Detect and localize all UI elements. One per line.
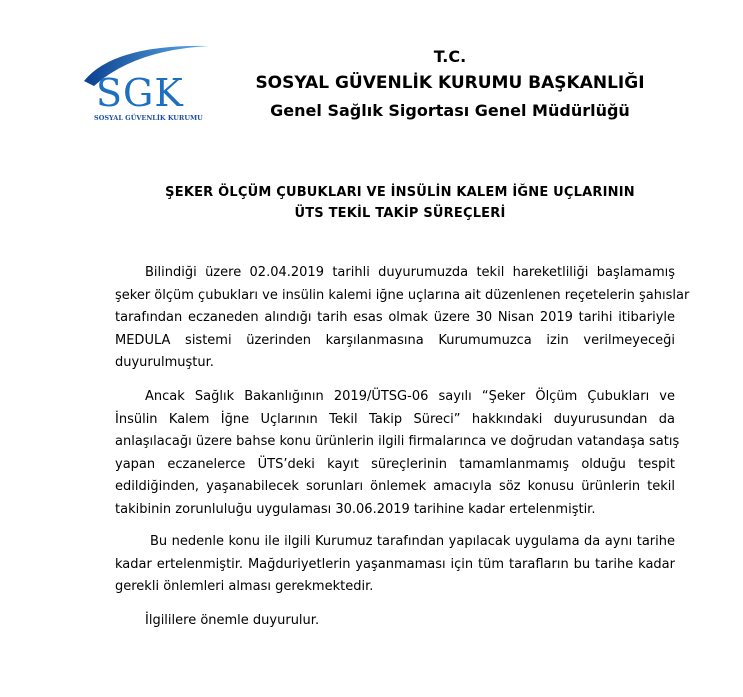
header-institution: SOSYAL GÜVENLİK KURUMU BAŞKANLIĞI xyxy=(255,73,645,93)
document-title-line2: ÜTS TEKİL TAKİP SÜREÇLERİ xyxy=(294,206,506,221)
svg-text:SOSYAL GÜVENLİK KURUMU: SOSYAL GÜVENLİK KURUMU xyxy=(94,114,203,122)
paragraph-1 xyxy=(115,262,690,375)
paragraph-2 xyxy=(115,386,680,522)
text-line: tarafından eczaneden alındığı tarih esas olmak üzere 30 Nisan 2019 tarihi itibariyle xyxy=(115,310,675,326)
text-line: anlaşılacağı üzere bahse konu ürünlerin ilgili firmalarınca ve doğrudan vatandaşa satış xyxy=(115,434,680,450)
text-line: Bu nedenle konu ile ilgili Kurumuz tarafından yapılacak uygulama da aynı tarihe xyxy=(150,534,675,549)
sgk-logo xyxy=(74,36,209,126)
text-line: şeker ölçüm çubukları ve insülin kalemi iğne uçlarına ait düzenlenen reçetelerin şahıslar xyxy=(115,287,690,303)
text-line: yapan eczanelerce ÜTS’deki kayıt süreçlerinin tamamlanmamış olduğu tespit xyxy=(115,456,675,472)
text-line: takibinin zorunluluğu uygulaması 30.06.2019 tarihine kadar ertelenmiştir. xyxy=(115,501,596,517)
paragraph-3 xyxy=(115,531,675,599)
text-line: MEDULA sistemi üzerinden karşılanmasına Kurumumuzca izin verilmeyeceği xyxy=(115,332,675,348)
header-tc: T.C. xyxy=(433,47,467,66)
svg-text:SGK: SGK xyxy=(96,71,184,115)
text-line: İlgililere önemle duyurulur. xyxy=(145,613,320,628)
text-line: Ancak Sağlık Bakanlığının 2019/ÜTSG-06 sayılı “Şeker Ölçüm Çubukları ve xyxy=(145,389,675,404)
closing-line xyxy=(115,610,675,633)
text-line: gerekli önlemleri alması gerekmektedir. xyxy=(115,579,374,595)
text-line: duyurulmuştur. xyxy=(115,355,214,371)
document-title-line1: ŞEKER ÖLÇÜM ÇUBUKLARI VE İNSÜLİN KALEM İĞNE UÇLARININ xyxy=(165,185,635,200)
text-line: İnsülin Kalem İğne Uçlarının Tekil Takip Süreci” hakkındaki duyurusundan da xyxy=(115,411,675,427)
text-line: kadar ertelenmiştir. Mağduriyetlerin yaşanmaması için tüm tarafların bu tarihe kadar xyxy=(115,556,675,572)
text-line: edildiğinden, yaşanabilecek sorunları önlemek amacıyla söz konusu ürünlerin tekil xyxy=(115,479,675,495)
header-department: Genel Sağlık Sigortası Genel Müdürlüğü xyxy=(270,101,630,120)
text-line: Bilindiği üzere 02.04.2019 tarihli duyurumuzda tekil hareketliliği başlamamış xyxy=(145,265,675,280)
